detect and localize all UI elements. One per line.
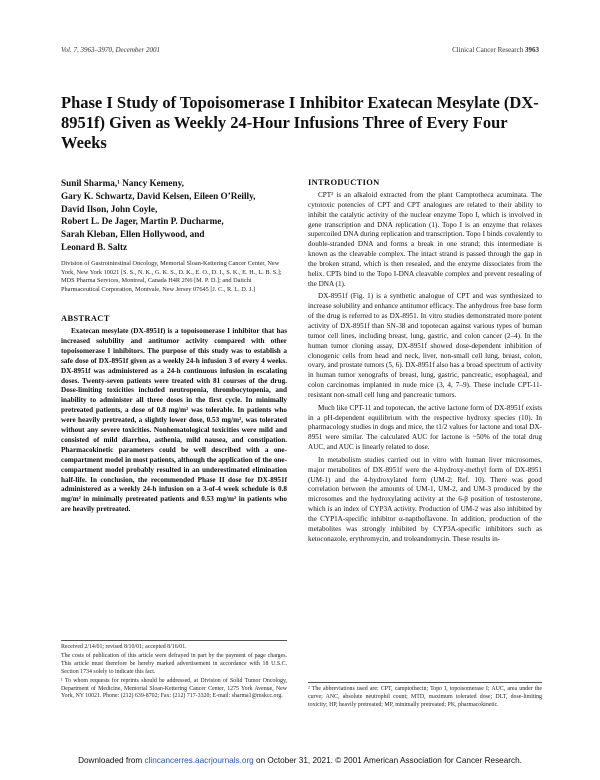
publication-costs-note: The costs of publication of this article were defrayed in part by the payment of page charges. This article must therefore be hereby marked advertisement in accordance with 18 U.S.C. Section 1734 solely to indicate this fact. <box>61 652 287 675</box>
author-line: Leonard B. Saltz <box>61 241 128 252</box>
abstract-heading: ABSTRACT <box>61 312 110 323</box>
affiliation: Division of Gastrointestinal Oncology, Memorial Sloan-Kettering Cancer Center, New York, New York 10021 [S. S., N. K., G. K. S., D. K., E. O., D. I., S. K., E. H., L. B. S.]; MDS Pharma Services, Montreal, Canada H4R 2N6 [M. P. D.]; and Daiichi Pharmaceutical Corporation, Montvale, New Jersey 07645 [J. C., R. L. D. J.] <box>61 259 282 294</box>
download-notice <box>0 756 600 766</box>
reprint-requests-note: ¹ To whom requests for reprints should be addressed, at Division of Solid Tumor Oncology, Department of Medicine, Memorial Sloan-Kettering Cancer Center, 1275 York Avenue, New York, NY 10021. Phone: (212) 639-8702; Fax: (212) 717-3320; E-mail: sharma1@mskcc.org. <box>61 677 287 700</box>
introduction-paragraph: CPT² is an alkaloid extracted from the plant Camptotheca acuminata. The cytotoxic potencies of CPT and CPT analogues are related to their ability to inhibit the catalytic activity of the nuclear enzyme Topo I, which is involved in gene transcription and DNA replication (1). Topo I is an enzyme that relaxes supercoiled DNA during replication and transcription. Topo I binds covalently to double-stranded DNA and forms a break in one strand; this intermediate is known as the cleavable complex. The intact strand is passed through the gap in the broken strand, which is then resealed, and the enzyme dissociates from the helix. CPTs bind to the Topo I-DNA cleavable complex and prevent resealing of the DNA (1). <box>308 191 542 288</box>
introduction-heading: INTRODUCTION <box>308 177 380 187</box>
journal-site-link[interactable]: clincancerres.aacrjournals.org <box>144 756 254 765</box>
article-title: Phase I Study of Topoisomerase I Inhibitor Exatecan Mesylate (DX-8951f) Given as Weekly 24-Hour Infusions Three of Every Four Weeks <box>61 93 539 152</box>
abbreviations-footnote: ² The abbreviations used are: CPT, camptothecin; Topo I, topoisomerase I; AUC, area under the curve; ANC, absolute neutrophil count; MTD, maximum tolerated dose; DLT, dose-limiting toxicity; HP, heavily pretreated; MP, minimally pretreated; PK, pharmacokinetic. <box>308 682 542 710</box>
author-line: Sunil Sharma,¹ Nancy Kemeny, <box>61 178 184 188</box>
author-line: Gary K. Schwartz, David Kelsen, Eileen O’Reilly, <box>61 190 256 201</box>
page-number: 3963 <box>525 46 539 54</box>
author-line: Sarah Kleban, Ellen Hollywood, and <box>61 229 205 240</box>
download-suffix: on October 31, 2021. © 2001 American Association for Cancer Research. <box>253 756 522 765</box>
received-dates: Received 2/14/01; revised 8/10/01; accepted 8/16/01. <box>61 644 187 650</box>
left-column <box>61 177 287 515</box>
right-column <box>308 177 542 548</box>
abstract-text: Exatecan mesylate (DX-8951f) is a topoisomerase I inhibitor that has increased solubility and antitumor activity compared with other topoisomerase I inhibitors. The purpose of this study was to establish a safe dose of DX-8951f given as a weekly 24-h infusion 3 of every 4 weeks. DX-8951f was administered as a 24-h continuous infusion in escalating doses. Twenty-seven patients were treated with 81 courses of the drug. Dose-limiting toxicities included neutropenia, thrombocytopenia, and inability to administer all three doses in the first cycle. In minimally pretreated patients, a dose of 0.8 mg/m² was tolerable. In patients who were heavily pretreated, a slightly lower dose, 0.53 mg/m², was tolerated without any severe toxicities. Nonhematological toxicities were mild and consisted of mild diarrhea, asthenia, mild nausea, and constipation. Pharmacokinetic parameters could be well described with a one-compartment model in most patients, although the application of the one-compartment model probably resulted in an underestimated elimination half-life. In conclusion, the recommended Phase II dose for DX-8951f administered as a weekly 24-h infusion on a 3-of-4 week schedule is 0.8 mg/m² in minimally pretreated patients and 0.53 mg/m² in patients who are heavily pretreated. <box>61 326 287 514</box>
author-list <box>61 177 287 254</box>
introduction-paragraph: DX-8951f (Fig. 1) is a synthetic analogue of CPT and was synthesized to increase solubility and enhance antitumor efficacy. The anhydrous free base form of the drug is referred to as DX-8951. In vitro studies demonstrated more potent activity of DX-8951f than SN-38 and topotecan against various types of human tumor cell lines, including breast, lung, gastric, and colon cancer (2–4). In the human tumor cloning assay, DX-8951f showed dose-dependent inhibition of clonogenic cells from head and neck, liver, non-small cell lung, breast, colon, ovary, and prostate tumors (5, 6). DX-8951f also has a broad spectrum of activity in human tumor xenografts of breast, lung, gastric, pancreatic, esophageal, and colon carcinomas implanted in nude mice (3, 4, 7–9). These include CPT-11-resistant non-small cell lung and pancreatic tumors. <box>308 292 542 399</box>
introduction-paragraph: In metabolism studies carried out in vitro with human liver microsomes, major metabolites of DX-8951f were the 4-hydroxy-methyl form of DX-8951 (UM-1) and the 4-hydroxylated form (UM-2; Ref. 10). There was good correlation between the amounts of UM-1, UM-2, and UM-3 produced by the microsomes and the hydroxylating activity at the 6-β position of testosterone, which is an index of CYP3A activity. Production of UM-2 was also inhibited by the CYP1A-specific inhibitor α-napthoflavone. In addition, production of the metabolites was strongly inhibited by CYP3A-specific inhibitors such as ketoconazole, erythromycin, and troleandomycin. These results in- <box>308 455 542 543</box>
download-prefix: Downloaded from <box>78 756 145 765</box>
introduction-paragraph: Much like CPT-11 and topotecan, the active lactone form of DX-8951f exists in a pH-dependent equilibrium with the respective hydroxy species (10). In pharmacology studies in dogs and mice, the t1/2 values for lactone and total DX-8951 were similar. The calculated AUC for lactone is ~50% of the total drug AUC, and AUC is linearly related to dose. <box>308 403 542 452</box>
journal-name: Clinical Cancer Research <box>452 46 524 54</box>
footnotes-left <box>61 640 287 702</box>
journal-issue: Vol. 7, 3963–3970, December 2001 <box>61 46 160 54</box>
author-line: Robert L. De Jager, Martin P. Ducharme, <box>61 216 224 227</box>
journal-header <box>452 46 539 54</box>
author-line: David Ilson, John Coyle, <box>61 203 158 214</box>
